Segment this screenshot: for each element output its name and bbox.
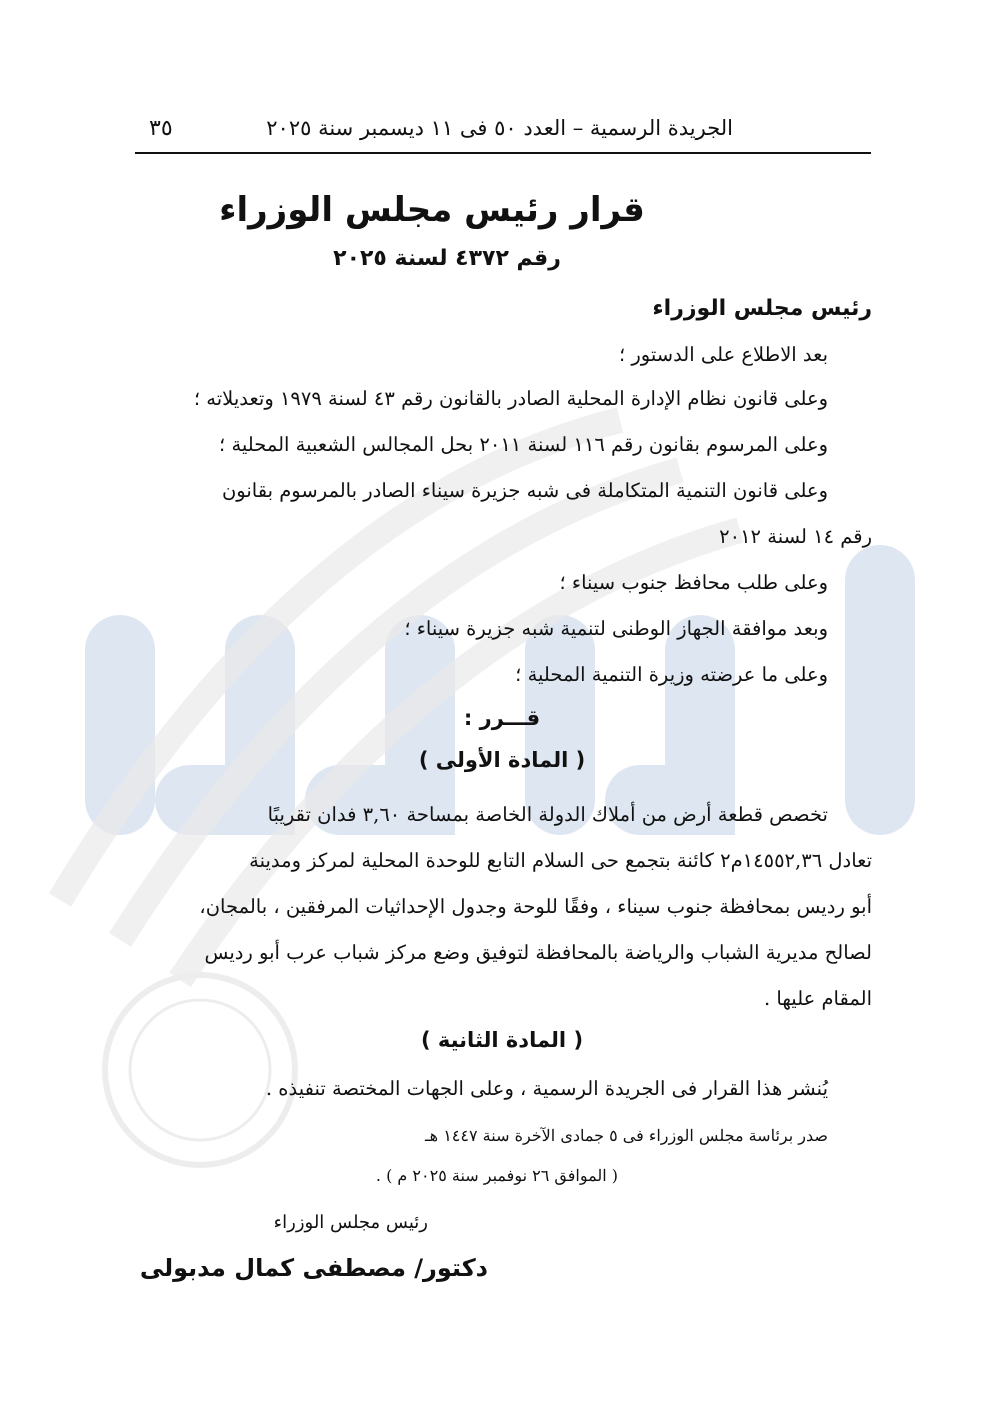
- article1-heading: ( المادة الأولى ): [418, 748, 586, 772]
- decided-label: قـــرر :: [463, 706, 541, 730]
- preamble-line: وعلى المرسوم بقانون رقم ١١٦ لسنة ٢٠١١ بحل المجالس الشعبية المحلية ؛: [219, 433, 828, 456]
- preamble-line: وعلى قانون نظام الإدارة المحلية الصادر بالقانون رقم ٤٣ لسنة ١٩٧٩ وتعديلاته ؛: [193, 387, 828, 410]
- preamble-line: وعلى طلب محافظ جنوب سيناء ؛: [559, 571, 828, 594]
- issued-date-hijri: صدر برئاسة مجلس الوزراء فى ٥ جمادى الآخرة سنة ١٤٤٧ هـ: [424, 1126, 828, 1145]
- article1-line: لصالح مديرية الشباب والرياضة بالمحافظة لتوفيق وضع مركز شباب عرب أبو رديس: [204, 941, 872, 964]
- preamble-line: وبعد موافقة الجهاز الوطنى لتنمية شبه جزيرة سيناء ؛: [404, 617, 828, 640]
- page-number: ٣٥: [149, 116, 173, 141]
- decree-title: قرار رئيس مجلس الوزراء: [219, 190, 645, 230]
- preamble-line: وعلى ما عرضته وزيرة التنمية المحلية ؛: [515, 663, 828, 686]
- article1-line: تخصص قطعة أرض من أملاك الدولة الخاصة بمساحة ٣,٦٠ فدان تقريبًا: [267, 803, 828, 826]
- preamble-line: وعلى قانون التنمية المتكاملة فى شبه جزيرة سيناء الصادر بالمرسوم بقانون: [221, 479, 828, 502]
- article2-text: يُنشر هذا القرار فى الجريدة الرسمية ، وعلى الجهات المختصة تنفيذه .: [265, 1077, 828, 1100]
- signature-name: دكتور/ مصطفى كمال مدبولى: [139, 1254, 488, 1282]
- signature-title: رئيس مجلس الوزراء: [273, 1212, 428, 1233]
- decree-issuer: رئيس مجلس الوزراء: [652, 296, 872, 321]
- gazette-issue-title: الجريدة الرسمية – العدد ٥٠ فى ١١ ديسمبر سنة ٢٠٢٥: [266, 116, 733, 140]
- article1-line: المقام عليها .: [763, 987, 872, 1010]
- issued-date-gregorian: ( الموافق ٢٦ نوفمبر سنة ٢٠٢٥ م ) .: [375, 1166, 618, 1185]
- page-header: [135, 112, 871, 154]
- article1-line: تعادل ١٤٥٥٢,٣٦م٢ كائنة بتجمع حى السلام التابع للوحدة المحلية لمركز ومدينة: [249, 849, 872, 872]
- decree-number: رقم ٤٣٧٢ لسنة ٢٠٢٥: [333, 246, 561, 271]
- preamble-line: بعد الاطلاع على الدستور ؛: [618, 343, 828, 366]
- article2-heading: ( المادة الثانية ): [420, 1028, 584, 1052]
- article1-line: أبو رديس بمحافظة جنوب سيناء ، وفقًا للوحة وجدول الإحداثيات المرفقين ، بالمجان،: [199, 895, 872, 918]
- preamble-line: رقم ١٤ لسنة ٢٠١٢: [719, 525, 872, 548]
